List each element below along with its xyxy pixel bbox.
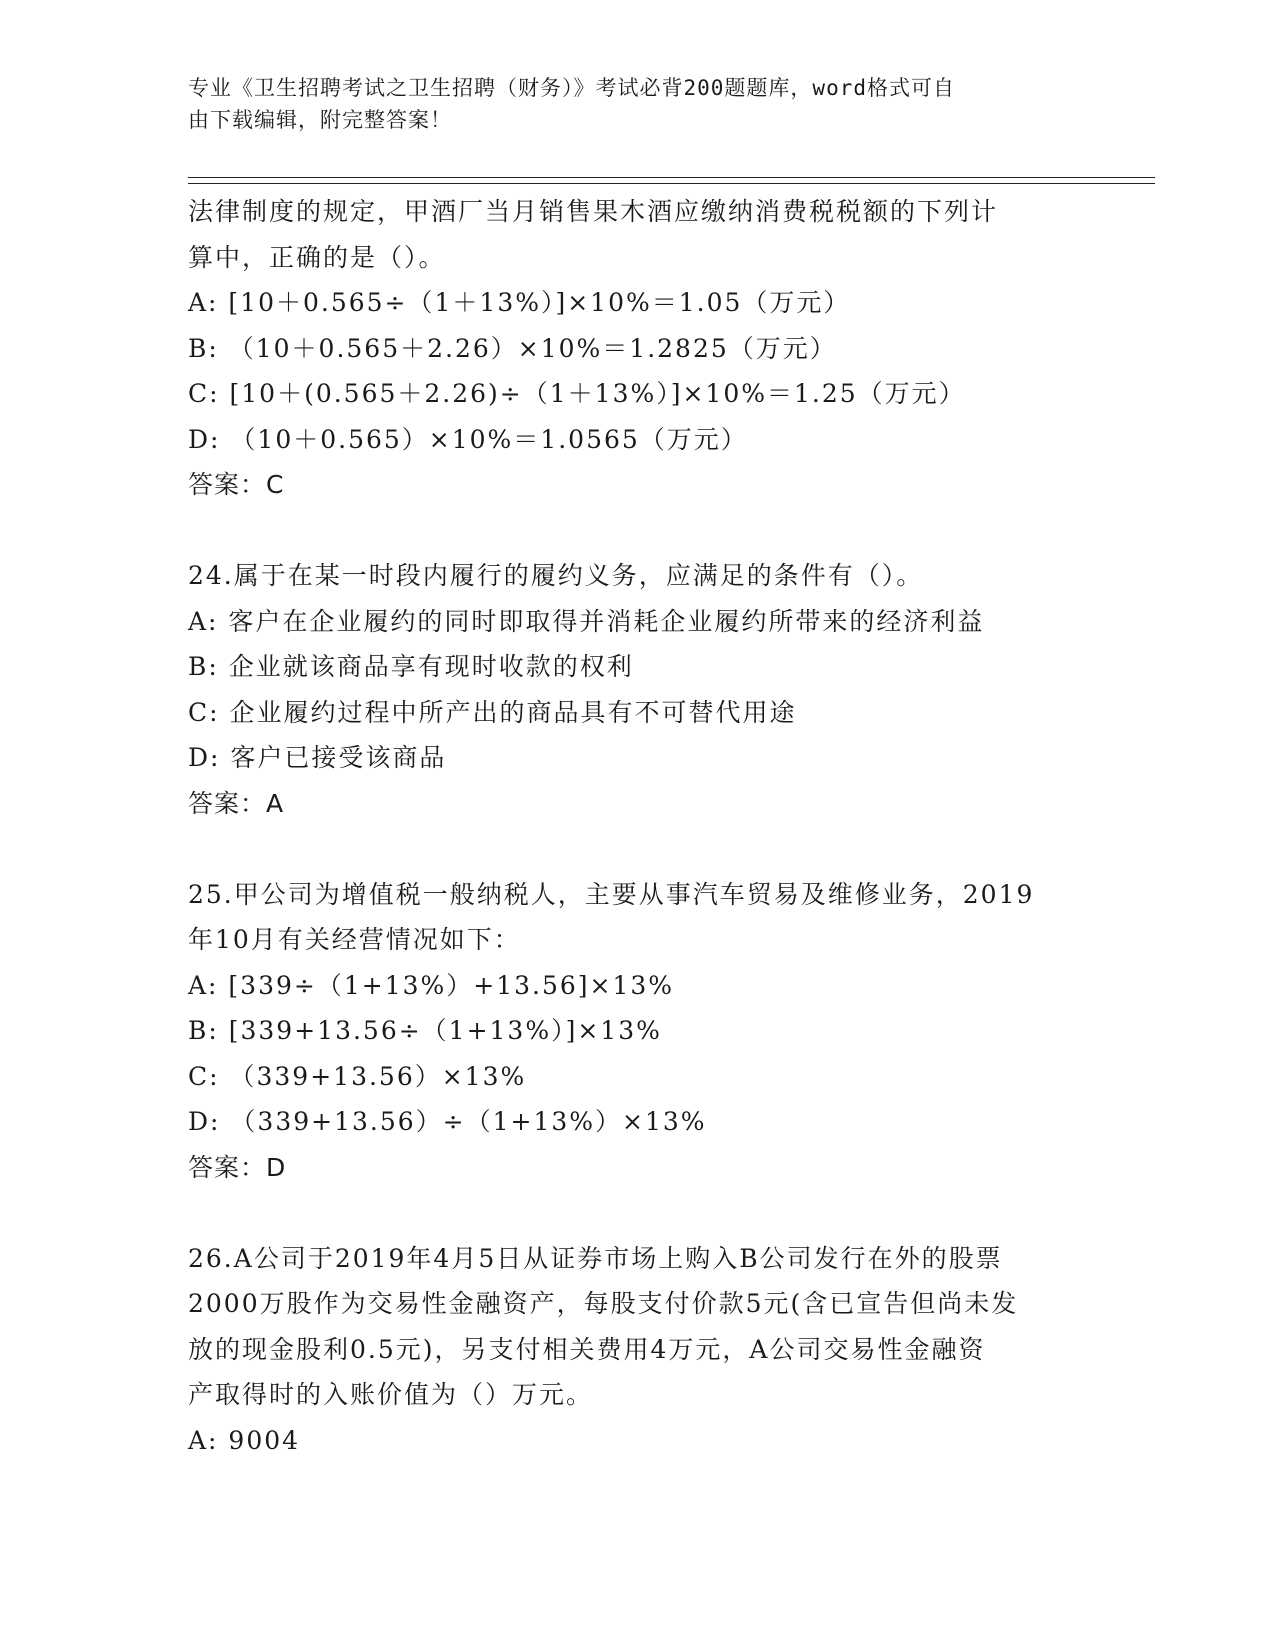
question-stem-line: 放的现金股利0.5元)，另支付相关费用4万元，A公司交易性金融资 (188, 1334, 986, 1364)
option-b: B: 企业就该商品享有现时收款的权利 (188, 652, 634, 681)
question-25 (188, 872, 1088, 1191)
option-c: C: （339+13.56）×13% (188, 1061, 527, 1091)
question-stem-line: 26.A公司于2019年4月5日从证券市场上购入B公司发行在外的股票 (188, 1243, 1003, 1273)
answer-line: 答案：A (188, 788, 285, 818)
option-a: A: [339÷（1+13%）+13.56]×13% (188, 970, 675, 1000)
question-stem-line: 法律制度的规定，甲酒厂当月销售果木酒应缴纳消费税税额的下列计 (188, 197, 999, 226)
header-divider-top (188, 177, 1155, 178)
answer-line: 答案：D (188, 1152, 287, 1182)
header-title-line-1: 专业《卫生招聘考试之卫生招聘（财务）》考试必背200题题库，word格式可自 (188, 76, 955, 100)
option-a: A: 客户在企业履约的同时即取得并消耗企业履约所带来的经济利益 (188, 606, 985, 636)
option-b: B: （10＋0.565＋2.26）×10%＝1.2825（万元） (188, 333, 837, 363)
option-a: A: [10＋0.565÷（1＋13%）]×10%＝1.05（万元） (188, 288, 851, 317)
answer-line: 答案：C (188, 470, 285, 499)
option-a: A: 9004 (188, 1425, 301, 1455)
spacer (188, 826, 1088, 872)
option-c: C: 企业履约过程中所产出的商品具有不可替代用途 (188, 697, 797, 727)
question-23 (188, 189, 1088, 508)
question-24 (188, 553, 1088, 826)
option-c: C: [10＋(0.565＋2.26)÷（1＋13%）]×10%＝1.25（万元） (188, 379, 966, 408)
spacer (188, 508, 1088, 554)
question-stem-line: 24.属于在某一时段内履行的履约义务，应满足的条件有（）。 (188, 561, 924, 590)
question-stem-line: 25.甲公司为增值税一般纳税人，主要从事汽车贸易及维修业务，2019 (188, 879, 1035, 909)
option-b: B: [339+13.56÷（1+13%）]×13% (188, 1016, 662, 1045)
option-d: D: （339+13.56）÷（1+13%）×13% (188, 1107, 707, 1136)
question-26 (188, 1236, 1088, 1464)
question-list (188, 189, 1088, 1463)
question-stem-line: 2000万股作为交易性金融资产，每股支付价款5元(含已宣告但尚未发 (188, 1289, 1019, 1318)
question-stem-line: 年10月有关经营情况如下： (188, 925, 521, 954)
question-stem-line: 产取得时的入账价值为（）万元。 (188, 1380, 594, 1409)
option-d: D: （10＋0.565）×10%＝1.0565（万元） (188, 424, 748, 454)
header-divider-bottom (188, 183, 1155, 184)
spacer (188, 1190, 1088, 1236)
question-stem-line: 算中，正确的是（）。 (188, 242, 446, 272)
page-header (188, 72, 1088, 136)
header-title-line-2: 由下载编辑，附完整答案！ (188, 108, 452, 132)
option-d: D: 客户已接受该商品 (188, 743, 447, 772)
